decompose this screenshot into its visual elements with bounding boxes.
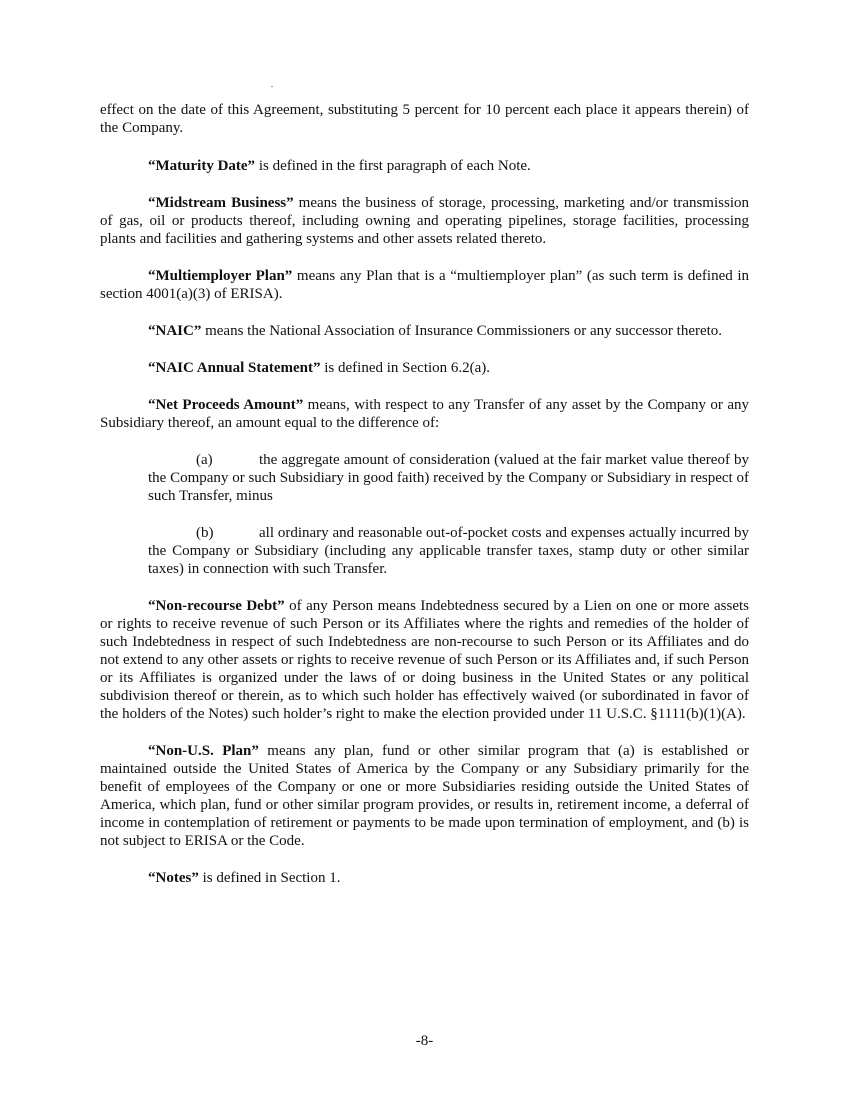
definition-maturity-date — [100, 157, 749, 175]
defined-term: “Net Proceeds Amount” — [148, 397, 304, 413]
defined-term: “NAIC Annual Statement” — [148, 360, 321, 376]
clause-b — [148, 524, 749, 578]
definition-non-recourse-debt — [100, 597, 749, 723]
definition-multiemployer-plan — [100, 267, 749, 303]
defined-term: “Non-U.S. Plan” — [148, 743, 259, 759]
definition-text: is defined in Section 6.2(a). — [320, 360, 491, 376]
definition-text: is defined in the first paragraph of each Note. — [255, 158, 531, 174]
clause-label: (b) — [196, 525, 214, 541]
definition-text: means, with respect to any Transfer of any asset by the Company or any Subsidiary thereof, an amount equal to the difference of: — [100, 397, 749, 431]
definition-text: is defined in Section 1. — [198, 870, 341, 886]
defined-term: “Maturity Date” — [148, 158, 256, 174]
definition-notes — [100, 869, 749, 887]
clause-text: all ordinary and reasonable out-of-pocket costs and expenses actually incurred by the Company or Subsidiary (including any applicable transfer taxes, stamp duty or other similar taxes) in connection with such Transfer. — [148, 525, 749, 577]
document-body — [100, 101, 749, 887]
defined-term: “Non-recourse Debt” — [148, 598, 285, 614]
defined-term: “Midstream Business” — [148, 195, 294, 211]
page-number: -8- — [415, 1033, 434, 1049]
definition-text: means the National Association of Insurance Commissioners or any successor thereto. — [201, 323, 723, 339]
definition-net-proceeds-amount — [100, 396, 749, 432]
defined-term: “Notes” — [148, 870, 199, 886]
clause-a — [148, 451, 749, 505]
definition-non-us-plan — [100, 742, 749, 850]
continuation-paragraph: effect on the date of this Agreement, substituting 5 percent for 10 percent each place it appears therein) of the Company. — [100, 102, 749, 136]
definition-text: means any Plan that is a “multiemployer plan” (as such term is defined in section 4001(a)(3) of ERISA). — [100, 268, 749, 302]
definition-text: means any plan, fund or other similar program that (a) is established or maintained outside the United States of America by the Company or any Subsidiary primarily for the benefit of employees of the Company or one or more Subsidiaries residing outside the United States of America, which plan, fund or other similar program provides, or results in, retirement income, a deferral of income in contemplation of retirement or payments to be made upon termination of employment, and (b) is not subject to ERISA or the Code. — [100, 743, 749, 849]
defined-term: “NAIC” — [148, 323, 202, 339]
definition-text: means the business of storage, processing, marketing and/or transmission of gas, oil or products thereof, including owning and operating pipelines, storage facilities, processing plants and facilities and gathering systems and other assets related thereto. — [100, 195, 749, 247]
definition-text: of any Person means Indebtedness secured by a Lien on one or more assets or rights to receive revenue of such Person or its Affiliates where the rights and remedies of the holder of such Indebtedness in respect of such Indebtedness are non-recourse to such Person or its Affiliates and do not extend to any other assets or rights to receive revenue of such Person or its Affiliates and, if such Person or its Affiliates is organized under the laws of or doing business in the United States or any political subdivision thereof or therein, as to which such holder has effectively waived (or subordinated in favor of the holders of the Notes) such holder’s right to make the election provided under 11 U.S.C. §1111(b)(1)(A). — [100, 598, 749, 722]
definition-naic — [100, 322, 749, 340]
definition-midstream-business — [100, 194, 749, 248]
clause-label: (a) — [196, 452, 213, 468]
definition-naic-annual-statement — [100, 359, 749, 377]
clause-text: the aggregate amount of consideration (valued at the fair market value thereof by the Company or such Subsidiary in good faith) received by the Company or Subsidiary in respect of such Transfer, minus — [148, 452, 749, 504]
defined-term: “Multiemployer Plan” — [148, 268, 293, 284]
scan-mark — [271, 86, 273, 87]
